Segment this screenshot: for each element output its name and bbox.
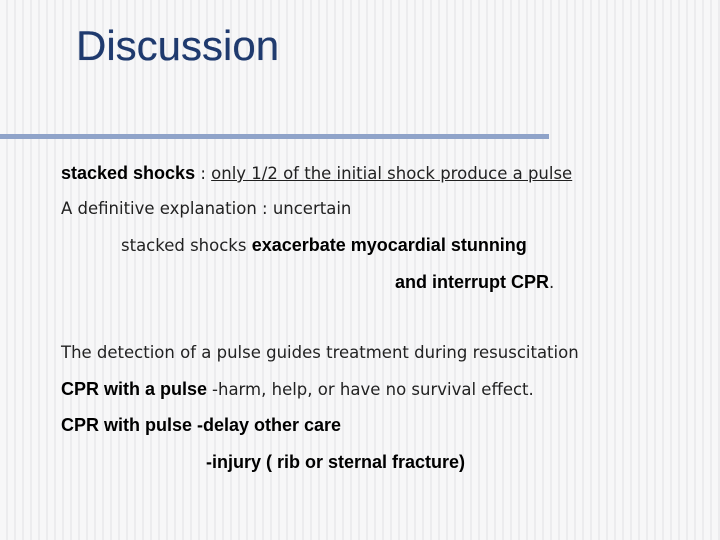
slide-title: Discussion: [76, 22, 280, 69]
text-segment: -injury ( rib or sternal fracture): [206, 452, 466, 472]
text-segment: CPR with a pulse: [61, 379, 213, 399]
text-segment: A definitive explanation : uncertain: [61, 199, 352, 218]
text-segment: -harm, help, or have no survival effect.: [212, 380, 534, 399]
title-divider: [0, 134, 549, 139]
text-segment: The detection of a pulse guides treatment during resuscitation: [61, 343, 579, 362]
text-line-2: [61, 198, 351, 220]
text-segment: stacked shocks: [121, 236, 252, 255]
text-line-7: [61, 414, 341, 437]
text-segment-underlined: only 1/2 of the initial shock produce a pulse: [211, 164, 573, 183]
text-segment: :: [195, 164, 212, 183]
text-segment: CPR with pulse -delay other care: [61, 415, 342, 435]
text-line-4: [395, 271, 554, 294]
text-segment: .: [549, 273, 555, 292]
text-segment: and interrupt CPR: [395, 272, 550, 292]
text-line-3: [121, 234, 527, 257]
text-segment: stacked shocks: [61, 163, 196, 183]
text-line-6: [61, 378, 534, 401]
text-line-8: [206, 451, 465, 474]
text-segment: exacerbate myocardial stunning: [251, 235, 527, 255]
text-line-5: [61, 342, 579, 364]
text-line-1: [61, 162, 572, 185]
